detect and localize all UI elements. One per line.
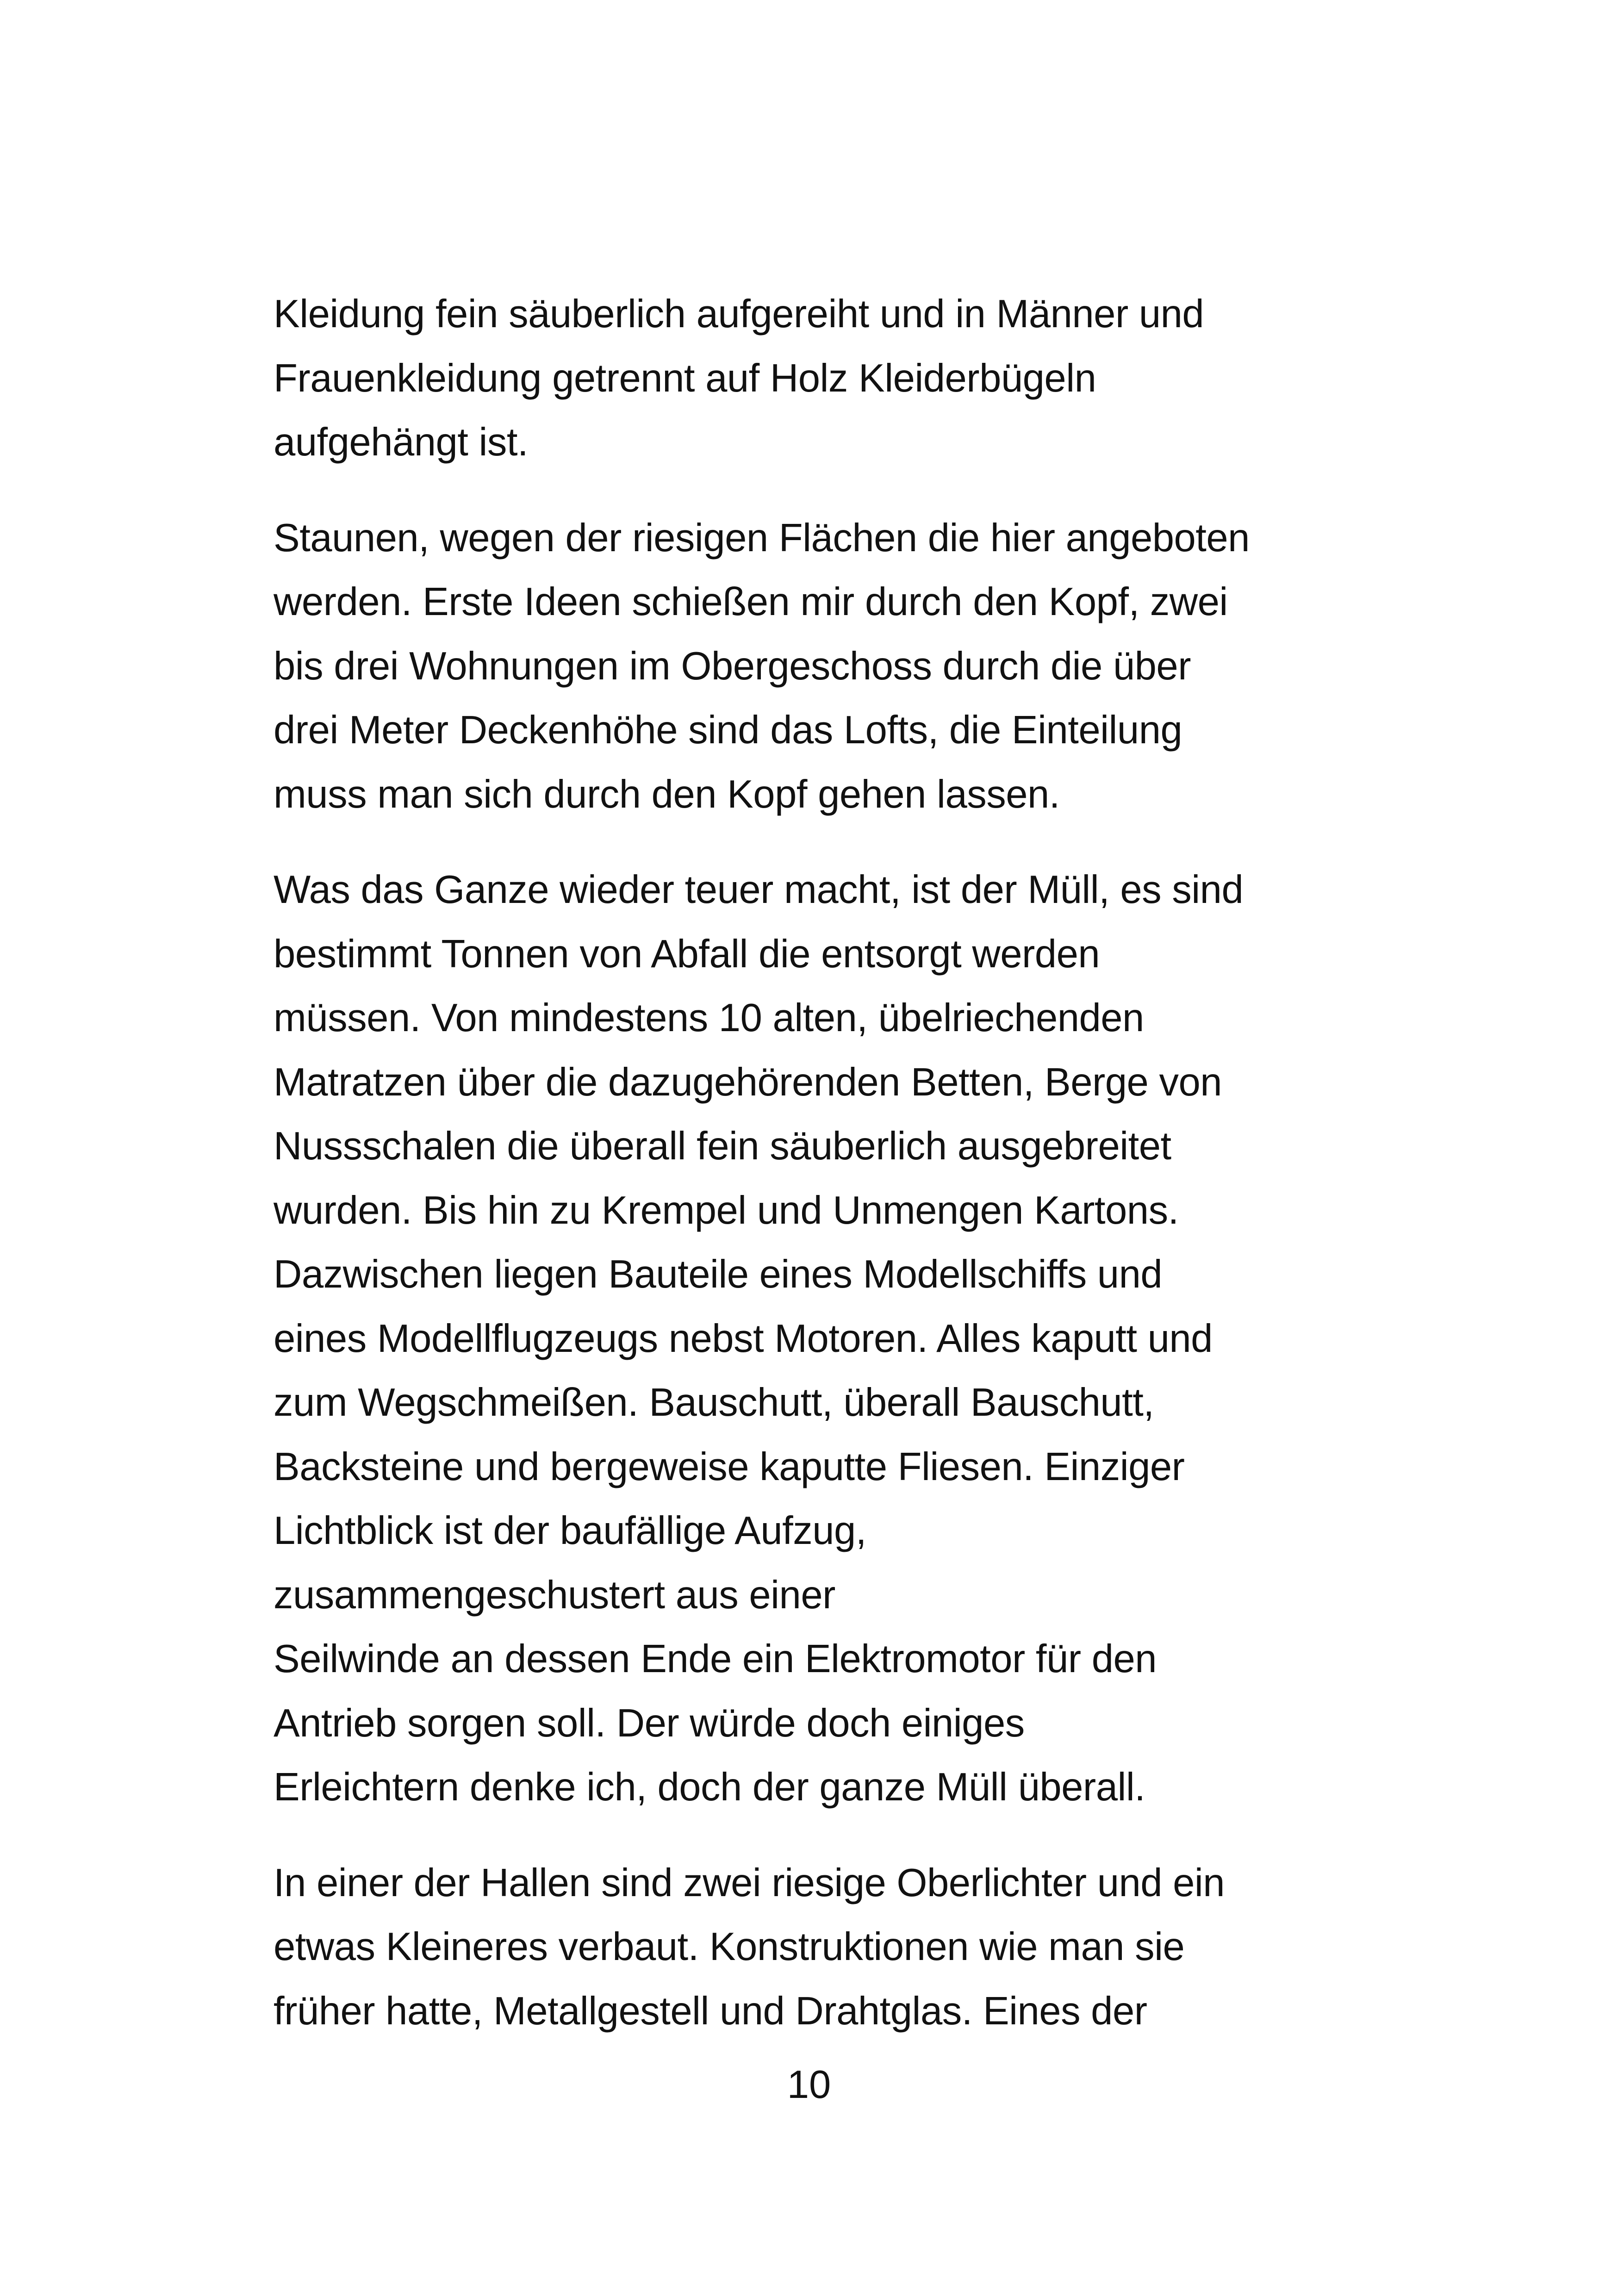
text-line: bestimmt Tonnen von Abfall die entsorgt werden	[274, 932, 1100, 976]
paragraph-1	[274, 282, 1347, 475]
paragraph-spacer	[274, 827, 1347, 858]
text-line: Dazwischen liegen Bauteile eines Modellschiffs und	[274, 1252, 1163, 1296]
text-line: bis drei Wohnungen im Obergeschoss durch die über	[274, 644, 1191, 688]
text-line: zum Wegschmeißen. Bauschutt, überall Bauschutt,	[274, 1381, 1154, 1425]
text-line: Was das Ganze wieder teuer macht, ist der Müll, es sind	[274, 868, 1244, 912]
paragraph-4	[274, 1851, 1347, 2044]
body-text	[274, 282, 1347, 2043]
text-line: Frauenkleidung getrennt auf Holz Kleiderbügeln	[274, 356, 1096, 400]
text-line: eines Modellflugzeugs nebst Motoren. Alles kaputt und	[274, 1316, 1213, 1361]
text-line: Erleichtern denke ich, doch der ganze Müll überall.	[274, 1765, 1145, 1809]
paragraph-2	[274, 506, 1347, 827]
text-line: müssen. Von mindestens 10 alten, übelriechenden	[274, 996, 1144, 1040]
text-line: Kleidung fein säuberlich aufgereiht und in Männer und	[274, 292, 1204, 336]
text-line: In einer der Hallen sind zwei riesige Oberlichter und ein	[274, 1860, 1225, 1905]
text-line: Matratzen über die dazugehörenden Betten, Berge von	[274, 1060, 1222, 1104]
text-line: früher hatte, Metallgestell und Drahtglas. Eines der	[274, 1989, 1147, 2033]
text-line: drei Meter Deckenhöhe sind das Lofts, die Einteilung	[274, 708, 1182, 752]
text-line: Seilwinde an dessen Ende ein Elektromotor für den	[274, 1637, 1157, 1681]
text-line: Nussschalen die überall fein säuberlich ausgebreitet	[274, 1124, 1171, 1168]
page-number: 10	[787, 2063, 831, 2107]
text-line: wurden. Bis hin zu Krempel und Unmengen Kartons.	[274, 1188, 1179, 1232]
paragraph-spacer	[274, 475, 1347, 506]
text-line: Staunen, wegen der riesigen Flächen die hier angeboten	[274, 516, 1250, 560]
text-line: Antrieb sorgen soll. Der würde doch einiges	[274, 1701, 1025, 1745]
text-line: muss man sich durch den Kopf gehen lassen.	[274, 772, 1060, 816]
text-line: Backsteine und bergeweise kaputte Fliesen. Einziger	[274, 1444, 1185, 1489]
text-line: Lichtblick ist der baufällige Aufzug,	[274, 1509, 866, 1553]
text-line: etwas Kleineres verbaut. Konstruktionen wie man sie	[274, 1925, 1185, 1969]
text-line: aufgehängt ist.	[274, 420, 529, 464]
text-line: werden. Erste Ideen schießen mir durch den Kopf, zwei	[274, 580, 1228, 624]
paragraph-spacer	[274, 1820, 1347, 1851]
text-line: zusammengeschustert aus einer	[274, 1573, 835, 1617]
paragraph-3	[274, 858, 1347, 1820]
